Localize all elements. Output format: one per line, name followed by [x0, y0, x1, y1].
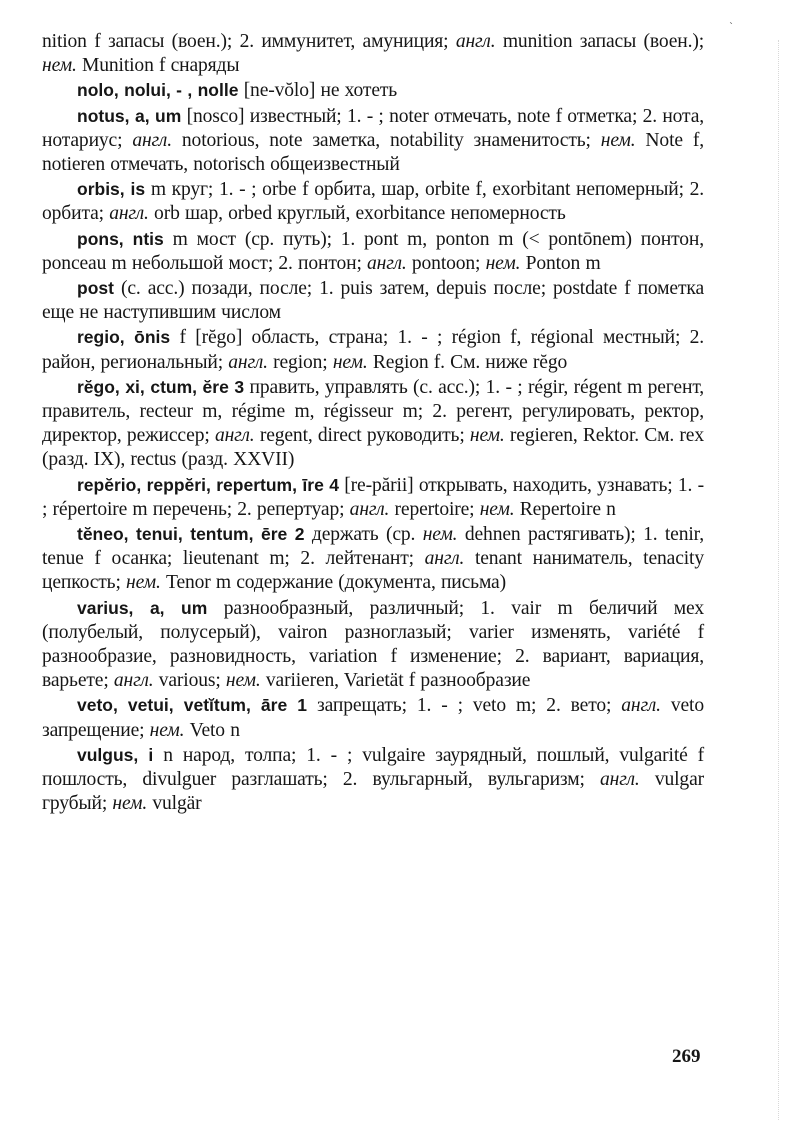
- entry-nolo: [42, 78, 704, 103]
- entry-text: nition f запасы (воен.); 2. иммунитет, амуниция; англ. munition запасы (воен.); нем. Munition f снаряды: [42, 31, 705, 77]
- scan-edge-mark: `: [729, 22, 734, 33]
- entry-varius: [42, 596, 704, 694]
- entry-text: [re-pării] открывать, находить, узнавать; 1. - ; répertoire m перечень; 2. репертуар; англ. repertoire; нем. Repertoire n: [42, 474, 704, 520]
- headword: post: [77, 278, 114, 299]
- entry-text: править, управлять (с. acc.); 1. - ; régir, régent m регент, правитель, recteur m, régime m, régisseur m; 2. регент, регулировать, ректор, директор, режиссер; англ. regent, direct руководить; нем. regieren, Rektor. См. rex (разд. IX), rectus (разд. XXVII): [42, 376, 705, 471]
- language-abbreviation: нем.: [332, 351, 368, 373]
- entry-post: [42, 276, 704, 325]
- entry-veto: [42, 693, 704, 742]
- language-abbreviation: нем.: [42, 55, 77, 77]
- language-abbreviation: нем.: [112, 793, 148, 815]
- language-abbreviation: нем.: [422, 524, 458, 546]
- entry-text: f [rĕgo] область, страна; 1. - ; région f, régional местный; 2. район, региональный; англ. region; нем. Region f. См. ниже rĕgo: [42, 327, 705, 373]
- language-abbreviation: англ.: [621, 695, 661, 717]
- language-abbreviation: англ.: [424, 548, 465, 570]
- page-number: 269: [672, 1046, 701, 1067]
- entry-continuation: [42, 30, 704, 78]
- headword: repĕrio, reppĕri, repertum, īre 4: [77, 474, 339, 495]
- language-abbreviation: англ.: [600, 769, 640, 791]
- entry-text: держать (ср. нем. dehnen растягивать); 1. tenir, tenue f осанка; lieutenant m; 2. лейтенант; англ. tenant наниматель, tenacity цепкость; нем. Tenor m содержание (документа, письма): [42, 524, 705, 594]
- headword: veto, vetui, vetĭtum, āre 1: [77, 695, 308, 716]
- language-abbreviation: англ.: [349, 498, 390, 520]
- entry-text: [ne-vŏlo] не хотеть: [243, 80, 398, 102]
- entry-text: m круг; 1. - ; orbe f орбита, шар, orbite f, exorbitant непомерный; 2. орбита; англ. orb шар, orbed круглый, exorbitance непомерность: [42, 179, 705, 225]
- language-abbreviation: англ.: [109, 203, 149, 225]
- language-abbreviation: англ.: [367, 252, 407, 274]
- headword: orbis, is: [77, 179, 146, 200]
- headword: pons, ntis: [77, 228, 164, 249]
- entry-text: n народ, толпа; 1. - ; vulgaire заурядный, пошлый, vulgarité f пошлость, divulguer разглашать; 2. вульгарный, вульгаризм; англ. vulgar грубый; нем. vulgär: [42, 744, 705, 815]
- language-abbreviation: нем.: [469, 425, 505, 447]
- language-abbreviation: англ.: [132, 129, 172, 151]
- headword: regio, ōnis: [77, 327, 171, 348]
- scan-edge-line: [778, 40, 781, 1120]
- language-abbreviation: англ.: [228, 351, 268, 373]
- entry-text: (с. acc.) позади, после; 1. puis затем, depuis после; postdate f пометка еще не наступившим числом: [42, 278, 705, 324]
- language-abbreviation: нем.: [485, 252, 521, 274]
- entry-text: разнообразный, различный; 1. vair m беличий мех (полубелый, полусерый), vairon разноглазый; varier изменять, variété f разнообразие, разновидность, variation f изменение; 2. вариант, вариация, варьете; англ. various; нем. variieren, Varietät f разнообразие: [42, 597, 704, 692]
- entry-rego: [42, 375, 704, 473]
- entry-text: запрещать; 1. - ; veto m; 2. вето; англ. veto запрещение; нем. Veto n: [42, 695, 704, 741]
- entry-text: [nosco] известный; 1. - ; noter отмечать, note f отметка; 2. нота, нотариус; англ. notorious, note заметка, notability знаменитость; нем. Note f, notieren отмечать, notorisch общеизвестный: [42, 105, 705, 176]
- headword: tĕneo, tenui, tentum, ēre 2: [77, 524, 305, 545]
- language-abbreviation: нем.: [225, 670, 261, 692]
- language-abbreviation: нем.: [149, 719, 185, 741]
- entry-reperio: [42, 473, 704, 522]
- headword: rĕgo, xi, ctum, ĕre 3: [77, 376, 245, 397]
- entry-regio: [42, 325, 704, 374]
- headword: vulgus, i: [77, 744, 154, 765]
- entry-pons: [42, 227, 704, 276]
- entry-text: m мост (ср. путь); 1. pont m, ponton m (< pontōnem) понтон, ponceau m небольшой мост; 2. понтон; англ. pontoon; нем. Ponton m: [42, 228, 704, 274]
- entry-vulgus: [42, 743, 704, 817]
- entry-orbis: [42, 177, 704, 226]
- headword: notus, a, um: [77, 105, 182, 126]
- entry-notus: [42, 104, 704, 178]
- headword: nolo, nolui, - , nolle: [77, 80, 239, 101]
- language-abbreviation: нем.: [126, 572, 161, 594]
- headword: varius, a, um: [77, 597, 208, 618]
- language-abbreviation: нем.: [479, 498, 515, 520]
- entry-teneo: [42, 522, 704, 596]
- language-abbreviation: англ.: [455, 31, 496, 52]
- language-abbreviation: англ.: [214, 425, 255, 447]
- entries-column: [42, 30, 704, 817]
- language-abbreviation: нем.: [600, 129, 636, 151]
- language-abbreviation: англ.: [113, 670, 154, 692]
